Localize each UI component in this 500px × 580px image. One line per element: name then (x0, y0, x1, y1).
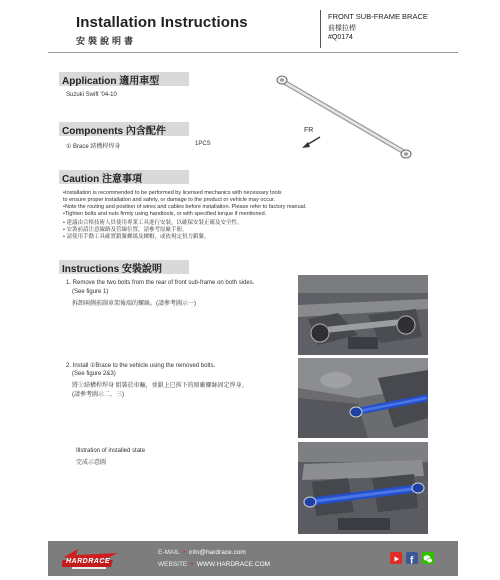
brace-illustration (262, 68, 422, 168)
website-label: WEBSITE (158, 561, 188, 568)
instructions-heading-text: Instructions 安裝說明 (62, 264, 163, 275)
caution-line: • 安裝前請注意線路及管線位置，請參考原廠手冊。 (63, 227, 188, 233)
step-2-figure-ref-chinese: (請參考圖示二、三) (72, 392, 124, 398)
email-link[interactable]: info@hardrace.com (188, 549, 246, 556)
wechat-icon[interactable] (422, 552, 434, 564)
bullet-icon: • (181, 549, 188, 556)
facebook-icon[interactable] (406, 552, 418, 564)
page-title-chinese: 安裝說明書 (76, 36, 137, 46)
application-heading (59, 72, 189, 86)
step-2-text: 2. Install ①Brace to the vehicle using the removed bolts. (66, 363, 216, 369)
caution-line: • 建議由合格技術人員使用專業工具進行安裝，以確保安裝正確及安全性。 (63, 220, 243, 226)
header-divider (320, 10, 321, 48)
page-title: Installation Instructions (76, 14, 248, 31)
header-rule (48, 52, 458, 53)
caution-line: •Tighten bolts and nuts firmly using handtools, or with specified torque if mentioned. (63, 211, 267, 217)
bullet-icon: • (189, 561, 195, 568)
illustration-caption: Illstration of installed state (76, 448, 146, 454)
footer-bar (48, 541, 458, 576)
step-2-text-chinese: 將①結構桿焊身 組裝於車輛，並鎖上已拆下的原廠螺絲固定焊身。 (72, 383, 248, 389)
caution-heading (59, 170, 189, 184)
caution-line: to ensure proper installation and safety, or damage to the product or vehicle may occur. (63, 197, 276, 203)
email-label: E-MAIL (158, 549, 180, 556)
illustration-caption-chinese: 完成示意圖 (76, 460, 107, 466)
instructions-heading (59, 260, 189, 274)
step-1-figure-ref: (See figure 1) (72, 289, 109, 295)
brand-name: HARDRACE (66, 558, 111, 565)
youtube-icon[interactable] (390, 552, 402, 564)
figure-3-photo (298, 442, 428, 534)
website-line (158, 561, 270, 568)
vehicle-fitment: Suzuki Swift '04-10 (66, 92, 117, 98)
website-link[interactable]: WWW.HARDRACE.COM (196, 561, 271, 568)
caution-heading-text: Caution 注意事項 (62, 174, 142, 185)
components-heading-text: Components 內含配件 (62, 126, 166, 137)
product-code: #Q0174 (328, 34, 353, 41)
figure-2-photo (298, 358, 428, 438)
document-header (48, 6, 458, 52)
caution-line: •Installation is recommended to be performed by licensed mechanics with necessary tools (63, 190, 282, 196)
product-name: FRONT SUB-FRAME BRACE (328, 12, 428, 21)
figure-1-photo (298, 275, 428, 355)
application-heading-text: Application 適用車型 (62, 76, 160, 87)
product-name-chinese: 前樑拉桿 (328, 25, 356, 32)
component-quantity: 1PCS (195, 141, 211, 147)
caution-line: • 請使用手動工具確實鎖緊螺絲及螺帽，或依規定扭力鎖緊。 (63, 234, 210, 240)
step-1-text: 1. Remove the two bolts from the rear of front sub-frame on both sides. (66, 280, 255, 286)
step-1-text-chinese: 拆卸兩側前副車架後端的螺絲。(請參考圖示一) (72, 301, 196, 307)
component-item: ① Brace 結構桿焊身 (66, 144, 121, 150)
caution-line: •Note the routing and position of wires and cables before installation. Please refer to factory manual. (63, 204, 307, 210)
front-direction-label: FR (304, 127, 314, 134)
front-direction-arrow-icon (300, 134, 324, 150)
step-2-figure-ref: (See figure 2&3) (72, 371, 116, 377)
components-heading (59, 122, 189, 136)
svg-text:f: f (410, 555, 414, 565)
email-line (158, 549, 246, 556)
